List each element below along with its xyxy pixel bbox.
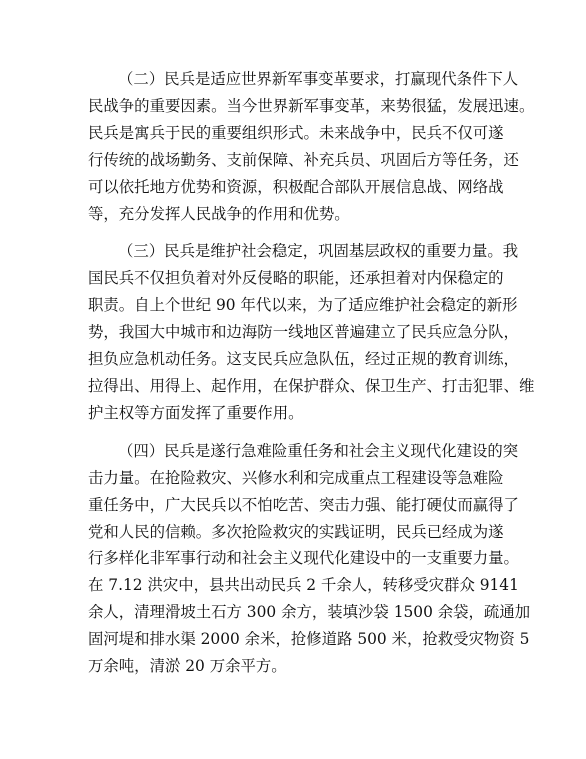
text-line: （三）民兵是维护社会稳定，巩固基层政权的重要力量。我: [118, 242, 519, 261]
text-line: 可以依托地方优势和资源，积极配合部队开展信息战、网络战: [88, 177, 504, 196]
text-line: 行传统的战场勤务、支前保障、补充兵员、巩固后方等任务，还: [88, 150, 519, 169]
text-line: 万余吨，清淤 20 万余平方。: [88, 657, 287, 676]
text-line: 民战争的重要因素。当今世界新军事变革，来势很猛，发展迅速。: [88, 96, 535, 115]
text-line: 在 7.12 洪灾中，县共出动民兵 2 千余人，转移受灾群众 9141: [88, 576, 519, 595]
text-line: 余人，清理滑坡土石方 300 余方，装填沙袋 1500 余袋，疏通加: [88, 603, 531, 622]
document-body: [88, 66, 535, 691]
text-line: 势，我国大中城市和边海防一线地区普遍建立了民兵应急分队，: [88, 323, 519, 342]
text-line: 拉得出、用得上、起作用，在保护群众、保卫生产、打击犯罪、维: [88, 376, 535, 395]
text-line: 护主权等方面发挥了重要作用。: [88, 403, 304, 422]
text-line: 党和人民的信赖。多次抢险救灾的实践证明，民兵已经成为遂: [88, 522, 504, 541]
text-line: 行多样化非军事行动和社会主义现代化建设中的一支重要力量。: [88, 549, 519, 568]
text-line: 担负应急机动任务。这支民兵应急队伍，经过正规的教育训练，: [88, 350, 519, 369]
paragraph-militia-emergency-tasks: [88, 438, 531, 680]
paragraph-militia-modern-warfare: [88, 66, 535, 227]
text-line: 击力量。在抢险救灾、兴修水利和完成重点工程建设等急难险: [88, 468, 504, 487]
text-line: 重任务中，广大民兵以不怕吃苦、突击力强、能打硬仗而赢得了: [88, 495, 519, 514]
text-line: 国民兵不仅担负着对外反侵略的职能，还承担着对内保稳定的: [88, 269, 504, 288]
text-line: 职责。自上个世纪 90 年代以来，为了适应维护社会稳定的新形: [88, 296, 518, 315]
text-line: （四）民兵是遂行急难险重任务和社会主义现代化建设的突: [118, 441, 519, 460]
text-line: （二）民兵是适应世界新军事变革要求，打赢现代条件下人: [118, 70, 519, 88]
text-line: 等，充分发挥人民战争的作用和优势。: [88, 204, 350, 223]
text-line: 固河堤和排水渠 2000 余米，抢修道路 500 米，抢救受灾物资 5: [88, 630, 530, 649]
text-line: 民兵是寓兵于民的重要组织形式。未来战争中，民兵不仅可遂: [88, 123, 504, 142]
paragraph-militia-social-stability: [88, 238, 535, 426]
